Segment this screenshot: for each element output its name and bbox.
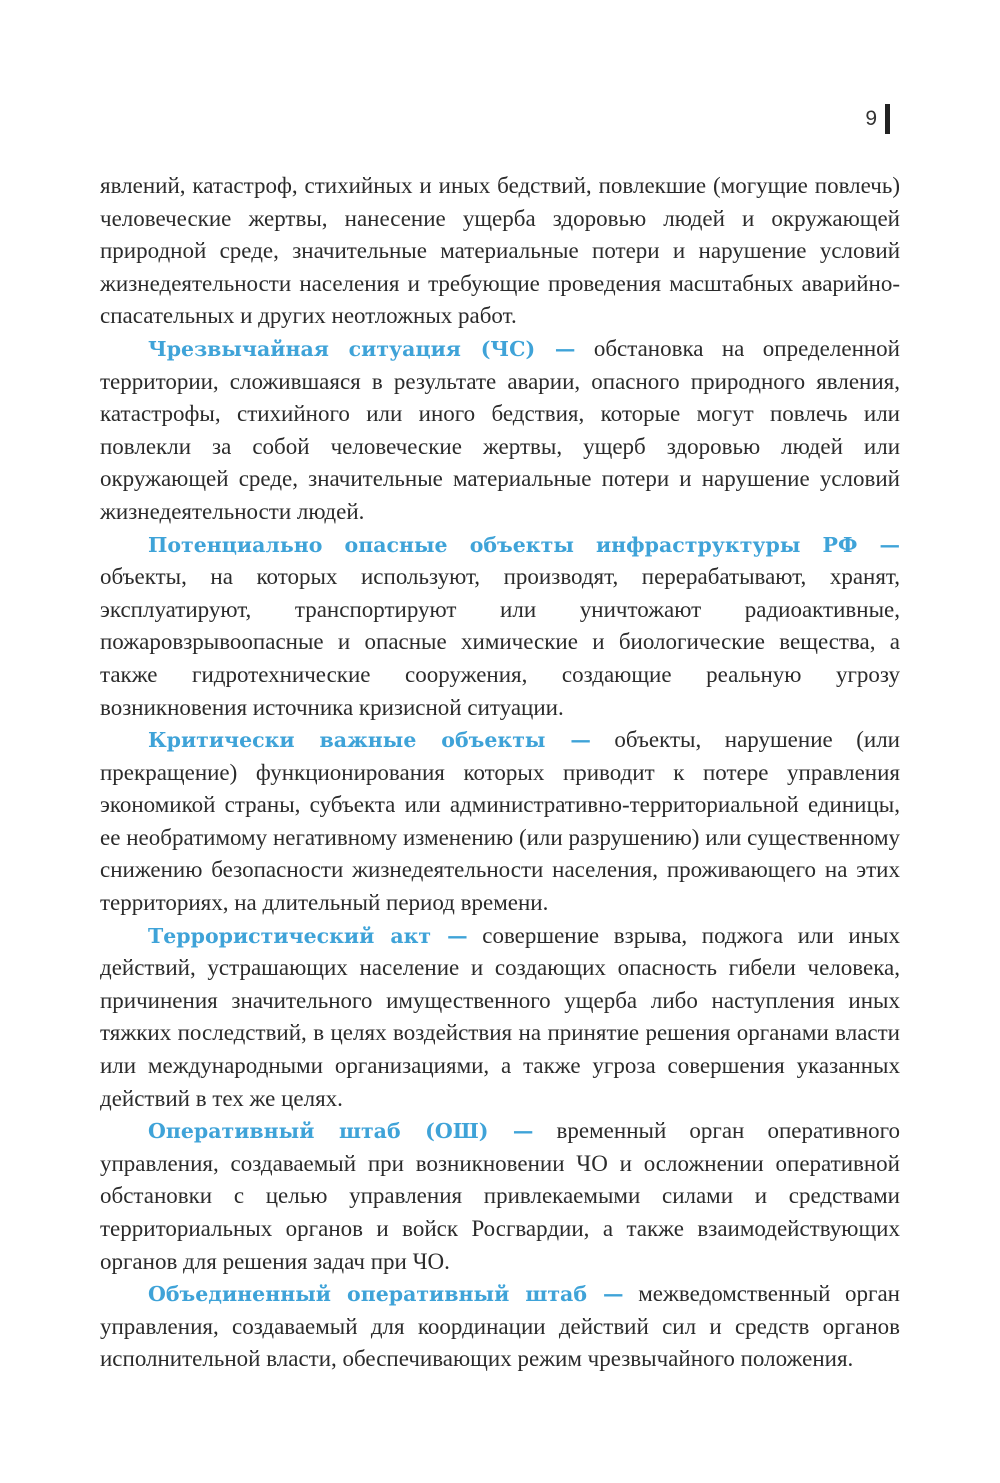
term-joint-operational-hq: Объединенный оперативный штаб — [148,1282,624,1307]
definition-emergency-situation [100,333,900,529]
definition-hazardous-infrastructure [100,529,900,725]
definition-joint-operational-hq [100,1278,900,1376]
definition-text: обстановка на определенной территории, сложившаяся в результате аварии, опасного природного явления, катастрофы, стихийного или иного бедствия, которые могут повлечь или повлекли за собой человеческие жертвы, ущерб здоровью людей или окружающей среде, значительные материальные потери и нарушение условий жизнедеятельности людей. [100,335,900,524]
term-hazardous-infrastructure: Потенциально опасные объекты инфраструктуры РФ — [148,532,900,557]
definition-text: совершение взрыва, поджога или иных действий, устрашающих население и создающих опасность гибели человека, причинения значительного имущественного ущерба либо наступления иных тяжких последствий, в целях воздействия на принятие решения органами власти или международными организациями, а также угроза совершения указанных действий в тех же целях. [100,922,901,1111]
page-number: 9 [865,107,877,130]
definition-terrorist-act [100,920,900,1116]
definition-operational-hq [100,1115,900,1278]
paragraph-continuation [100,170,900,333]
definition-text: временный орган оперативного управления, создаваемый при возникновении ЧО и осложнении оперативной обстановки с целью управления привлекаемыми силами и средствами территориальных органов и войск Росгвардии, а также взаимодействующих органов для решения задач при ЧО. [100,1118,900,1274]
definition-text: объекты, нарушение (или прекращение) функционирования которых приводит к потере управления экономикой страны, субъекта или административно-территориальной единицы, ее необратимому негативному изменению (или разрушению) или существенному снижению безопасности жизнедеятельности населения, проживающего на этих территориях, на длительный период времени. [100,727,900,916]
paragraph-text: явлений, катастроф, стихийных и иных бедствий, повлекшие (могущие повлечь) человеческие жертвы, нанесение ущерба здоровью людей и окружающей природной среде, значительные материальные потери и нарушение условий жизнедеятельности населения и требующие проведения масштабных аварийно-спасательных и других неотложных работ. [100,173,900,329]
term-emergency-situation: Чрезвычайная ситуация (ЧС) — [148,336,576,361]
term-critical-objects: Критически важные объекты — [148,728,591,753]
term-terrorist-act: Террористический акт — [148,923,468,948]
term-operational-hq: Оперативный штаб (ОШ) — [148,1119,534,1144]
page-number-bar [885,104,890,134]
page-header [865,102,890,136]
definition-text: объекты, на которых используют, производят, перерабатывают, хранят, эксплуатируют, транспортируют или уничтожают радиоактивные, пожаровзрывоопасные и опасные химические и биологические вещества, а также гидротехнические сооружения, создающие реальную угрозу возникновения источника кризисной ситуации. [100,564,900,720]
definition-text: межведомственный орган управления, создаваемый для координации действий сил и средств органов исполнительной власти, обеспечивающих режим чрезвычайного положения. [100,1281,900,1372]
definition-critical-objects [100,724,900,920]
page-body [100,170,900,1376]
